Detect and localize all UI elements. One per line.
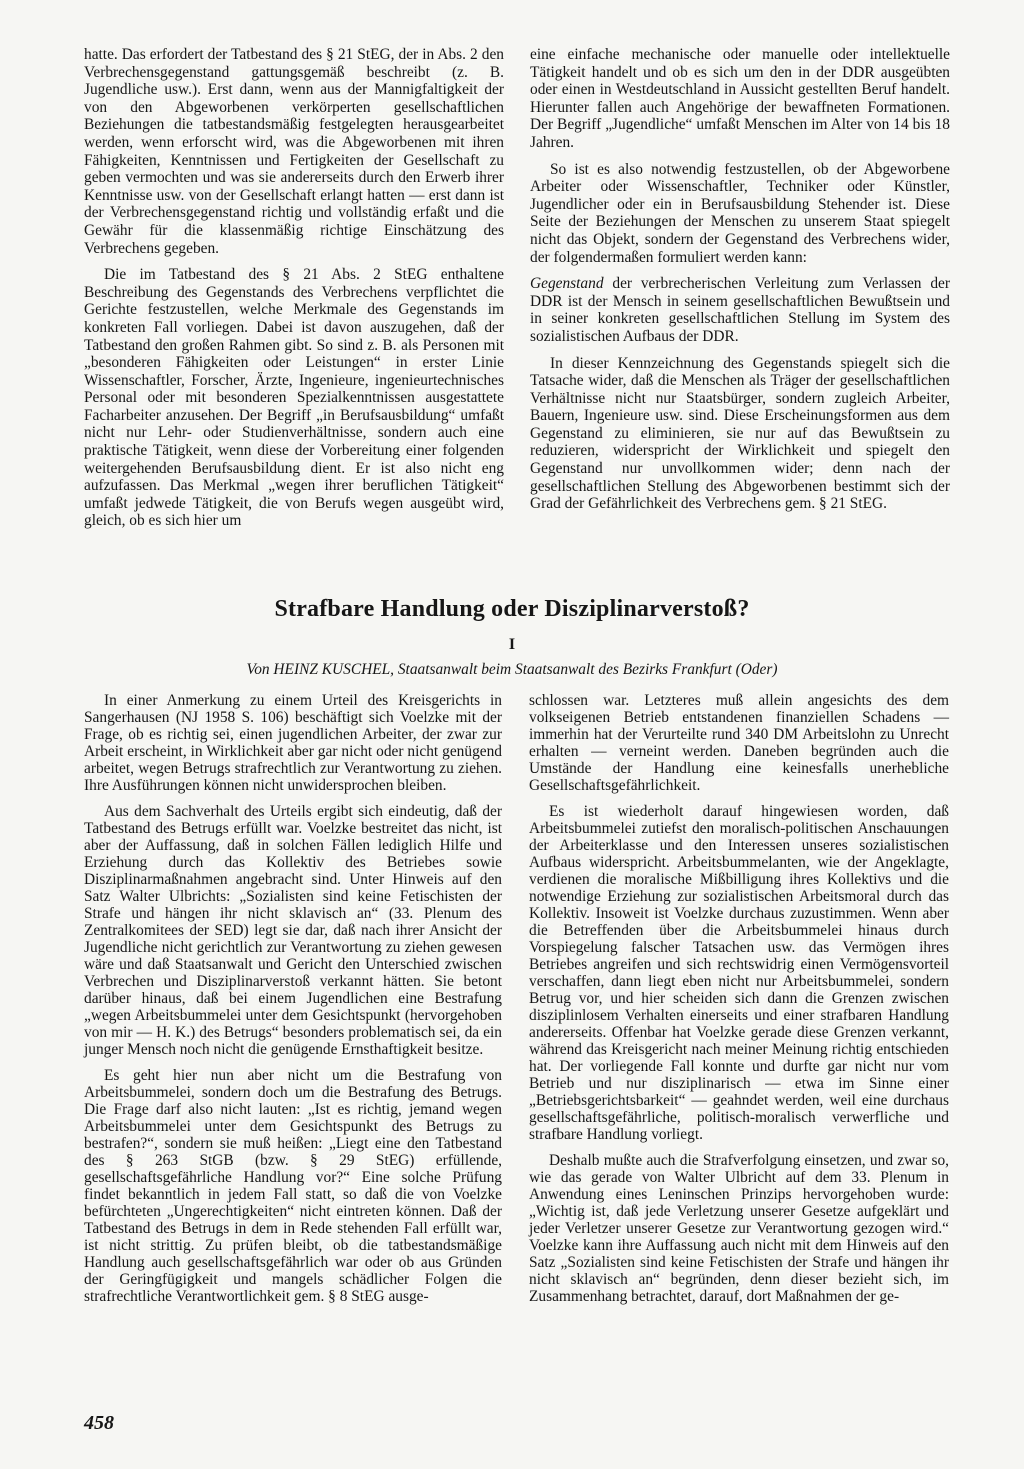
definition-text: der verbrecherischen Verleitung zum Verlassen der DDR ist der Mensch in seinem gesellschaftlichen Bewußtsein und in seiner konkreten gesellschaftlichen Stellung im System des sozialistischen Aufbaus der DDR.: [530, 275, 950, 345]
paragraph: Es geht hier nun aber nicht um die Bestrafung von Arbeitsbummelei, sondern doch um die Bestrafung des Betrugs. Die Frage darf also nicht lauten: „Ist es richtig, jemand wegen Arbeitsbummelei unter dem Gesichtspunkt des Betrugs zu bestrafen?“, sondern sie muß heißen: „Liegt eine den Tatbestand des § 263 StGB (bzw. § 29 StEG) erfüllende, gesellschaftsgefährliche Handlung vor?“ Eine solche Prüfung findet bekanntlich in jedem Fall statt, so daß die von Voelzke befürchteten „Ungerechtigkeiten“ nicht eintreten können. Daß der Tatbestand des Betrugs in dem in Rede stehenden Fall erfüllt war, ist nicht strittig. Zu prüfen bleibt, ob die tatbestandsmäßige Handlung auch gesellschaftsgefährlich war oder ob aus Gründen der Geringfügigkeit und mangels schädlicher Folgen die strafrechtliche Verantwortlichkeit gem. § 8 StEG ausge-: [84, 1067, 502, 1305]
paragraph: Die im Tatbestand des § 21 Abs. 2 StEG enthaltene Beschreibung des Gegenstands des Verbrechens verpflichtet die Gerichte festzustellen, welche Merkmale des Gegenstands im konkreten Fall vorliegen. Dabei ist davon auszugehen, daß der Tatbestand den großen Rahmen gibt. So sind z. B. als Personen mit „besonderen Fähigkeiten oder Leistungen“ in erster Linie Wissenschaftler, Forscher, Ärzte, Ingenieure, ingenieurtechnisches Personal oder mit besonderen Spezialkenntnissen ausgestattete Facharbeiter anzusehen. Der Begriff „in Berufsausbildung“ umfaßt nicht nur Lehr- oder Studienverhältnisse, sondern auch eine praktische Tätigkeit, wenn diese der Vorbereitung einer folgenden weitergehenden Berufsausbildung dient. Er ist also nicht eng aufzufassen. Das Merkmal „wegen ihrer beruflichen Tätigkeit“ umfaßt jedwede Tätigkeit, die von Berufs wegen ausgeübt wird, gleich, ob es sich hier um: [84, 266, 504, 530]
article-column-right: [529, 692, 949, 1314]
paragraph: In einer Anmerkung zu einem Urteil des Kreisgerichts in Sangerhausen (NJ 1958 S. 106) beschäftigt sich Voelzke mit der Frage, ob es richtig sei, einen jugendlichen Arbeiter, der zwar zur Arbeit erscheint, in Wirklichkeit aber gar nicht oder nicht genügend arbeitet, wegen Betrugs strafrechtlich zur Verantwortung zu ziehen. Ihre Ausführungen können nicht unwidersprochen bleiben.: [84, 692, 502, 794]
paragraph: In dieser Kennzeichnung des Gegenstands spiegelt sich die Tatsache wider, daß die Menschen als Träger der gesellschaftlichen Verhältnisse nicht nur Staatsbürger, sondern zugleich Arbeiter, Bauern, Ingenieure usw. sind. Diese Erscheinungsformen aus dem Gegenstand zu eliminieren, sie nur auf das Bewußtsein zu reduzieren, widerspricht der Wirklichkeit und spiegelt den Gegenstand nur unvollkommen wider; denn nach der gesellschaftlichen Stellung des Abgeworbenen bestimmt sich der Grad der Gefährlichkeit des Verbrechens gem. § 21 StEG.: [530, 354, 950, 513]
paragraph: eine einfache mechanische oder manuelle oder intellektuelle Tätigkeit handelt und ob es sich um den in der DDR ausgeübten oder einen in Westdeutschland in Aussicht gestellten Beruf handelt. Hierunter fallen auch Angehörige der bewaffneten Formationen. Der Begriff „Jugendliche“ umfaßt Menschen im Alter von 14 bis 18 Jahren.: [530, 46, 950, 151]
definition-paragraph: [530, 275, 950, 345]
paragraph: schlossen war. Letzteres muß allein angesichts des dem volkseigenen Betrieb entstandenen finanziellen Schadens — immerhin hat der Verurteilte rund 340 DM Arbeitslohn zu Unrecht erhalten — verneint werden. Daneben begründen auch die Umstände der Handlung eine keinesfalls unerhebliche Gesellschaftsgefährlichkeit.: [529, 692, 949, 794]
paragraph: Es ist wiederholt darauf hingewiesen worden, daß Arbeitsbummelei zutiefst den moralisch-politischen Anschauungen der Arbeiterklasse und den Interessen unseres sozialistischen Aufbaus widerspricht. Arbeitsbummelanten, wie der Angeklagte, verdienen die moralische Mißbilligung ihres Kollektivs und die notwendige Erziehung zur sozialistischen Arbeitsmoral durch das Kollektiv. Insoweit ist Voelzke durchaus zuzustimmen. Wenn aber die Betreffenden über die Arbeitsbummelei hinaus durch Vorspiegelung falscher Tatsachen usw. das Vermögen ihres Betriebes angreifen und sich rechtswidrig einen Vermögensvorteil verschaffen, dann liegt eben nicht nur Arbeitsbummelei, sondern Betrug vor, und hier scheiden sich dann die Grenzen zwischen disziplinlosem Verhalten einerseits und einer strafbaren Handlung andererseits. Offenbar hat Voelzke gerade diese Grenzen verkannt, während das Kreisgericht nach meiner Meinung richtig entschieden hat. Der vorliegende Fall konnte und durfte gar nicht nur vom Betrieb und nur disziplinarisch — etwa im Sinne einer „Betriebsgerichtsbarkeit“ — geahndet werden, weil eine durchaus gesellschaftsgefährliche, politisch-moralisch verwerfliche und strafbare Handlung vorliegt.: [529, 803, 949, 1143]
article-part-number: I: [508, 636, 516, 653]
top-column-left: [84, 46, 504, 539]
article-column-left: [84, 692, 502, 1314]
paragraph: So ist es also notwendig festzustellen, ob der Abgeworbene Arbeiter oder Wissenschaftler, Techniker oder Künstler, Jugendlicher oder ein in Berufsausbildung Stehender ist. Diese Seite der Beziehungen der Menschen zu unserem Staat spiegelt nicht das Objekt, sondern der Gegenstand des Verbrechens wider, der folgendermaßen formuliert werden kann:: [530, 160, 950, 266]
paragraph: Deshalb mußte auch die Strafverfolgung einsetzen, und zwar so, wie das gerade von Walter Ulbricht auf dem 33. Plenum in Anwendung eines Leninschen Prinzips hervorgehoben wurde: „Wichtig ist, daß jede Verletzung unserer Gesetze aufgeklärt und jeder Verletzer unserer Gesetze zur Verantwortung gezogen wird.“ Voelzke kann ihre Auffassung auch nicht mit dem Hinweis auf den Satz „Sozialisten sind keine Fetischisten der Strafe und hängen ihr nicht sklavisch an“ begründen, denn dieser bezieht sich, im Zusammenhang betrachtet, darauf, dort Maßnahmen der ge-: [529, 1152, 949, 1305]
article-byline: Von HEINZ KUSCHEL, Staatsanwalt beim Staatsanwalt des Bezirks Frankfurt (Oder): [246, 661, 778, 678]
page-number: 458: [84, 1412, 114, 1434]
definition-term: Gegenstand: [530, 275, 604, 293]
article-title: Strafbare Handlung oder Disziplinarverstoß?: [274, 596, 750, 622]
paragraph: hatte. Das erfordert der Tatbestand des § 21 StEG, der in Abs. 2 den Verbrechensgegenstand gattungsgemäß beschreibt (z. B. Jugendliche usw.). Erst dann, wenn aus der Mannigfaltigkeit der von den Abgeworbenen verkörperten gesellschaftlichen Beziehungen die tatbestandsmäßig festgelegten herausgearbeitet werden, wenn erforscht wird, was die Abgeworbenen mit ihren Fähigkeiten, Kenntnissen und Fertigkeiten der Gesellschaft zu geben vermochten und was sie andererseits durch den Erwerb ihrer Kenntnisse usw. von der Gesellschaft erlangt hatten — erst dann ist der Verbrechensgegenstand richtig und vollständig erfaßt und die Gewähr für die klassenmäßig richtige Einschätzung des Verbrechens gegeben.: [84, 46, 504, 257]
top-column-right: [530, 46, 950, 522]
paragraph: Aus dem Sachverhalt des Urteils ergibt sich eindeutig, daß der Tatbestand des Betrugs erfüllt war. Voelzke bestreitet das nicht, ist aber der Auffassung, daß in solchen Fällen lediglich Hilfe und Erziehung durch das Kollektiv des Betriebes sowie Disziplinarmaßnahmen angebracht sind. Unter Hinweis auf den Satz Walter Ulbrichts: „Sozialisten sind keine Fetischisten der Strafe und hängen ihr nicht sklavisch an“ (33. Plenum des Zentralkomitees der SED) legt sie dar, daß nach ihrer Ansicht der Jugendliche nicht gerichtlich zur Verantwortung zu ziehen gewesen wäre und daß Staatsanwalt und Gericht den Unterschied zwischen Verbrechen und Disziplinarverstoß verkannt hätten. Sie betont darüber hinaus, daß bei einem Jugendlichen eine Bestrafung „wegen Arbeitsbummelei unter dem Gesichtspunkt (hervorgehoben von mir — H. K.) des Betrugs“ besonders problematisch sei, da ein junger Mensch noch nicht die genügende Ernsthaftigkeit besitze.: [84, 803, 502, 1058]
